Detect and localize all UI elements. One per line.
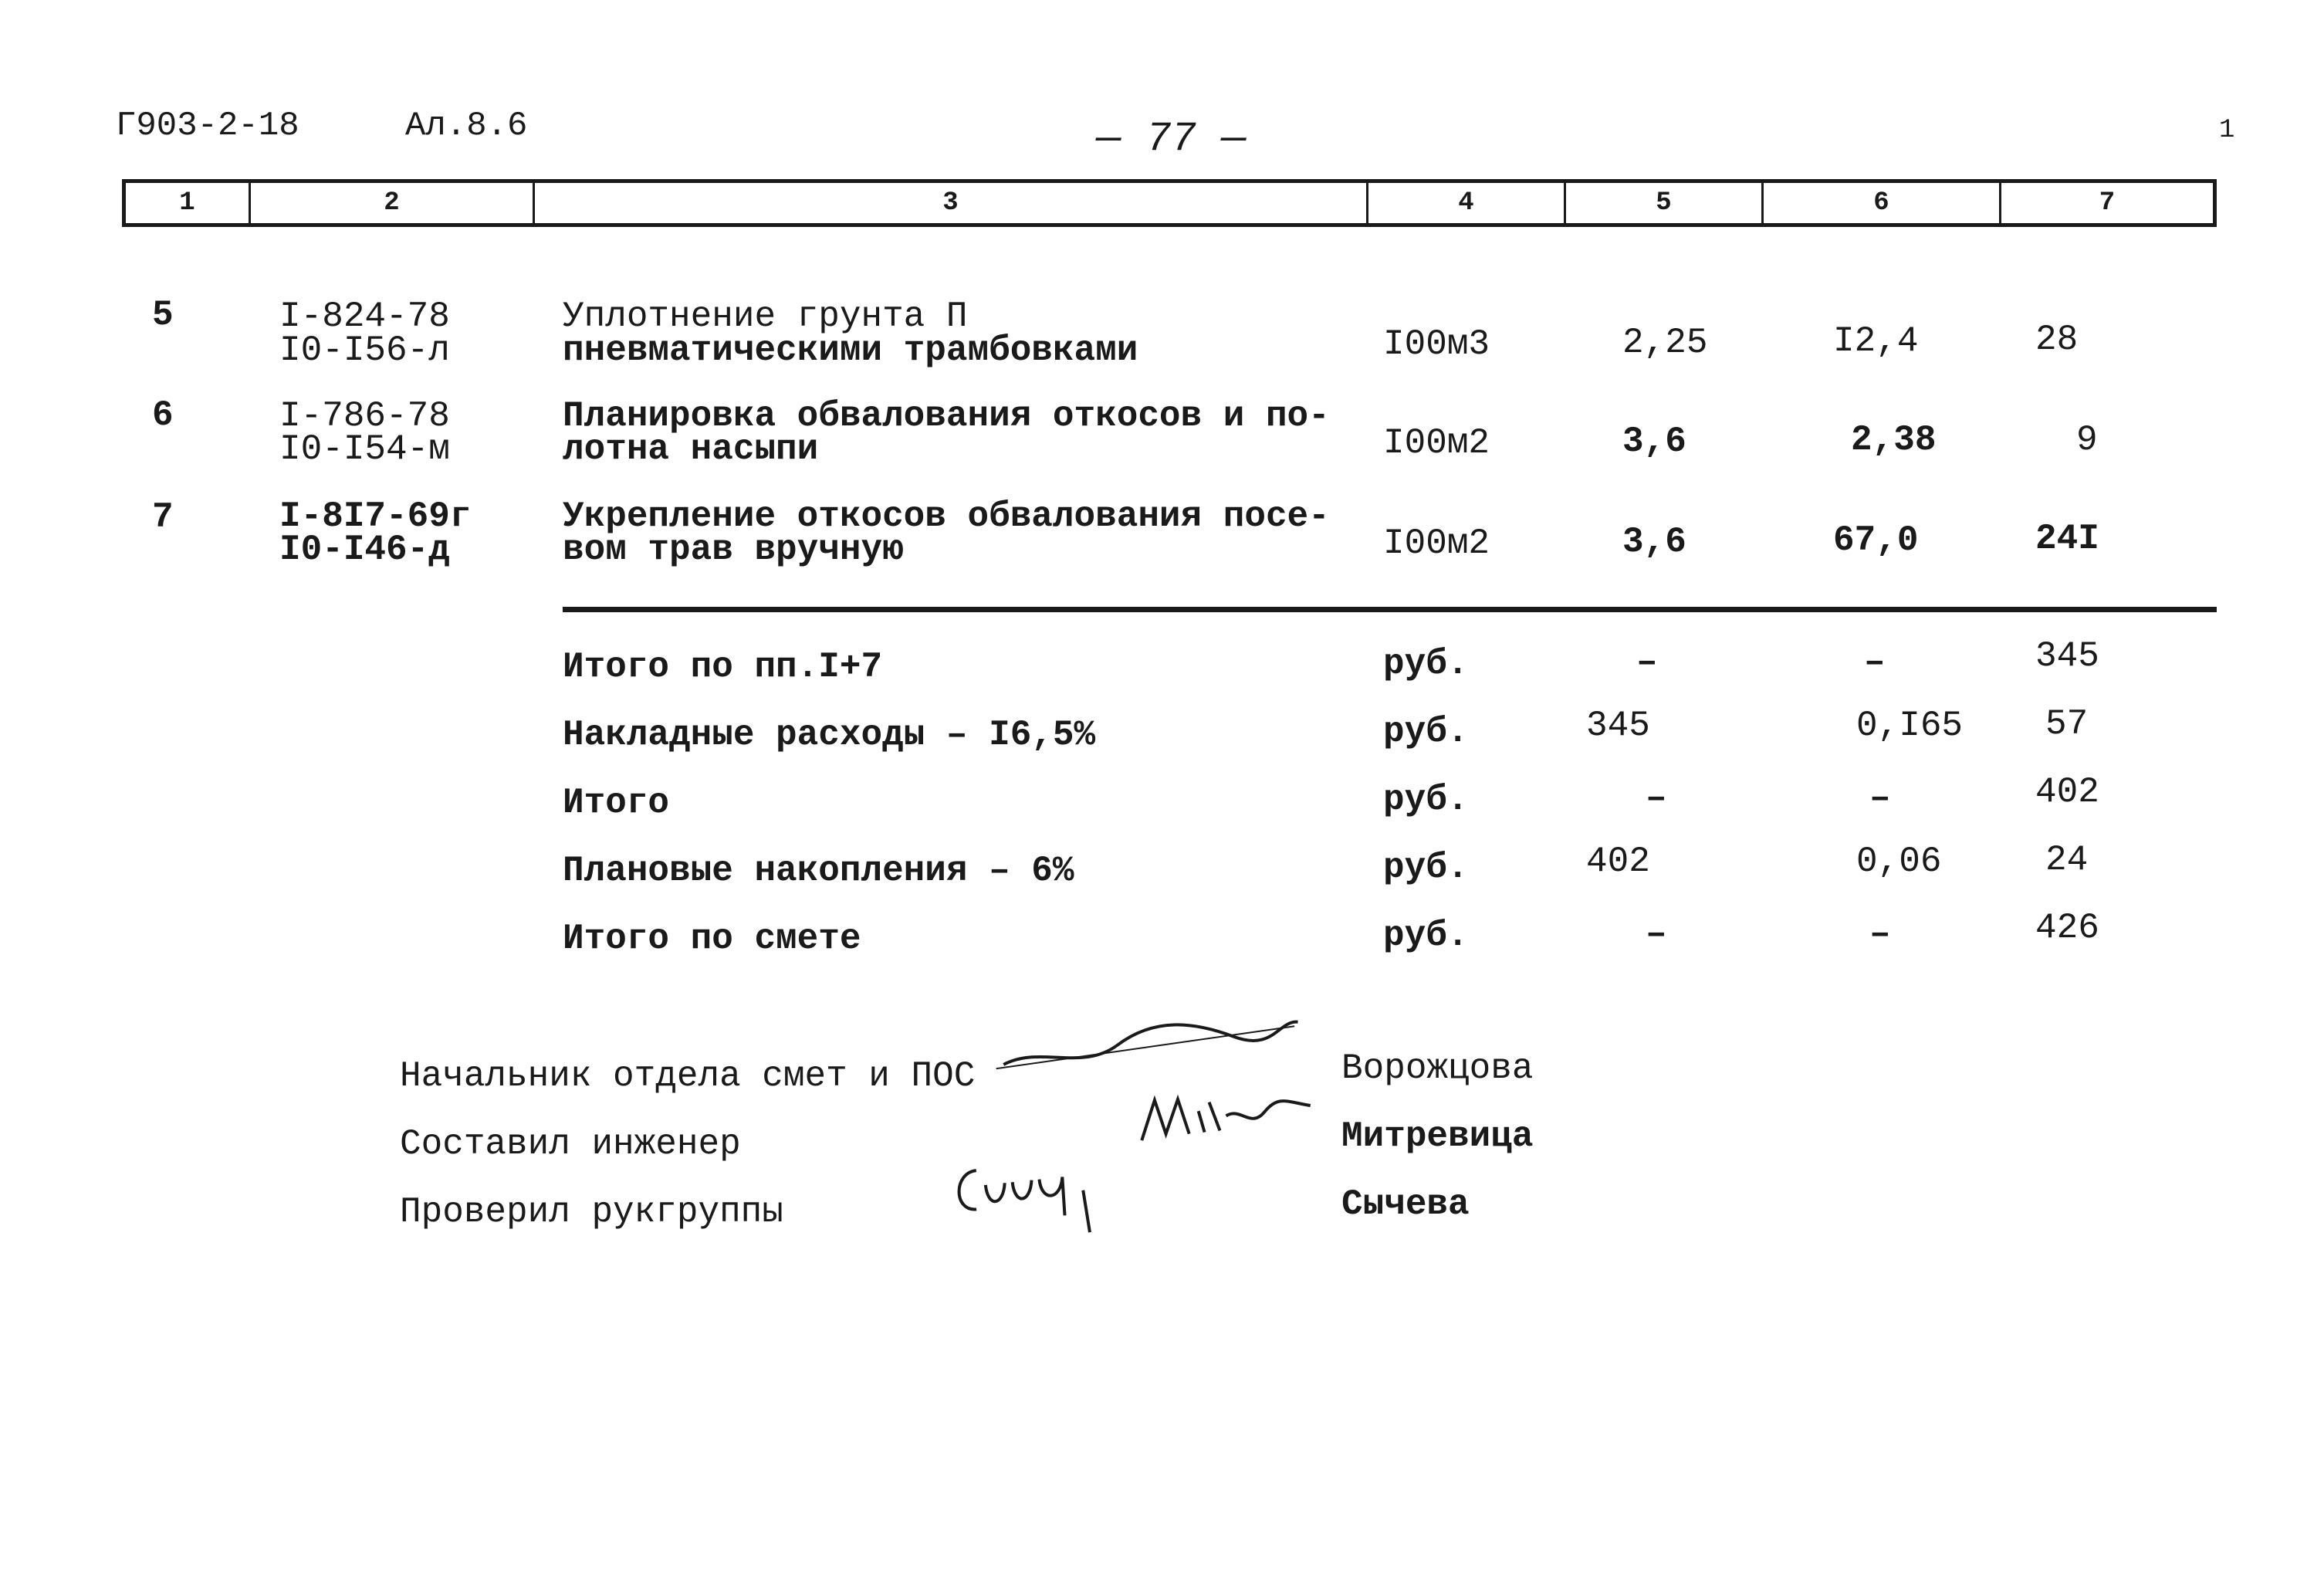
album-reference: Ал.8.6 (405, 107, 528, 145)
summary-total: 57 (2045, 704, 2089, 744)
page-number: — 77 — (1096, 116, 1247, 163)
summary-rate: 0,I65 (1856, 706, 1964, 746)
summary-unit: руб. (1383, 712, 1469, 752)
corner-mark: 1 (2219, 116, 2235, 145)
summary-label: Накладные расходы – I6,5% (563, 715, 1096, 755)
unit: I00м3 (1383, 324, 1490, 364)
summary-base: – (1636, 642, 1658, 682)
signer-role: Проверил рукгруппы (400, 1192, 783, 1232)
summary-label: Итого по пп.I+7 (563, 647, 883, 687)
total-cost: 9 (2076, 420, 2098, 460)
unit: I00м2 (1383, 423, 1490, 463)
summary-label: Итого по смете (563, 919, 861, 959)
signer-role: Составил инженер (400, 1124, 741, 1164)
rate-code: I0-I56-л (279, 330, 450, 371)
total-cost: 24I (2035, 519, 2099, 559)
work-description: Уплотнение грунта П (563, 296, 968, 337)
column-header-7: 7 (2099, 188, 2116, 218)
summary-rate: – (1869, 914, 1891, 954)
summary-total: 426 (2035, 908, 2099, 948)
rate-code: I-824-78 (279, 296, 450, 337)
rate-code: I0-I46-д (279, 530, 450, 570)
unit: I00м2 (1383, 523, 1490, 564)
signature-ink (1131, 1075, 1321, 1156)
work-description: Укрепление откосов обвалования посе- (563, 496, 1330, 537)
summary-base: – (1646, 914, 1667, 954)
summary-total: 345 (2035, 636, 2099, 676)
summary-base: – (1646, 778, 1667, 818)
quantity: 2,25 (1622, 323, 1708, 363)
unit-price: 67,0 (1833, 520, 1919, 560)
summary-unit: руб. (1383, 916, 1469, 956)
signer-name: Сычева (1341, 1184, 1470, 1224)
work-description: пневматическими трамбовками (563, 330, 1138, 371)
summary-base: 345 (1586, 706, 1650, 746)
summary-unit: руб. (1383, 848, 1469, 888)
work-description: вом трав вручную (563, 530, 904, 570)
handwritten-signature (944, 1142, 1108, 1261)
rate-code: I0-I54-м (279, 429, 450, 469)
handwritten-signature (1131, 1075, 1323, 1168)
column-header-3: 3 (535, 183, 1368, 223)
summary-divider (563, 607, 2217, 612)
signer-name: Ворожцова (1341, 1048, 1534, 1089)
row-number: 7 (152, 497, 174, 537)
column-header-1: 1 (126, 183, 251, 223)
summary-total: 402 (2035, 772, 2099, 812)
signature-ink (944, 1142, 1107, 1250)
summary-base: 402 (1586, 842, 1650, 882)
work-description: лотна насыпи (563, 429, 819, 469)
summary-label: Итого (563, 783, 670, 823)
column-header-6: 6 (1764, 183, 2001, 223)
unit-price: I2,4 (1833, 321, 1919, 361)
summary-total: 24 (2045, 840, 2089, 880)
rate-code: I-8I7-69г (279, 496, 472, 537)
row-number: 5 (152, 295, 174, 335)
summary-unit: руб. (1383, 644, 1469, 684)
summary-rate: 0,06 (1856, 842, 1942, 882)
summary-rate: – (1864, 642, 1886, 682)
column-header-5: 5 (1566, 183, 1764, 223)
signer-name: Митревица (1341, 1116, 1534, 1156)
signer-role: Начальник отдела смет и ПОС (400, 1056, 976, 1096)
signature-ink (992, 994, 1305, 1088)
quantity: 3,6 (1622, 422, 1686, 462)
unit-price: 2,38 (1851, 420, 1937, 460)
column-header-4: 4 (1368, 183, 1566, 223)
column-header-2: 2 (251, 183, 535, 223)
row-number: 6 (152, 395, 174, 435)
work-description: Планировка обвалования откосов и по- (563, 396, 1330, 436)
summary-unit: руб. (1383, 780, 1469, 820)
column-number-header (122, 179, 2217, 227)
summary-label: Плановые накопления – 6% (563, 851, 1074, 891)
quantity: 3,6 (1622, 522, 1686, 562)
total-cost: 28 (2035, 320, 2079, 360)
rate-code: I-786-78 (279, 396, 450, 436)
document-code: Г903-2-18 (116, 107, 299, 145)
summary-rate: – (1869, 778, 1891, 818)
